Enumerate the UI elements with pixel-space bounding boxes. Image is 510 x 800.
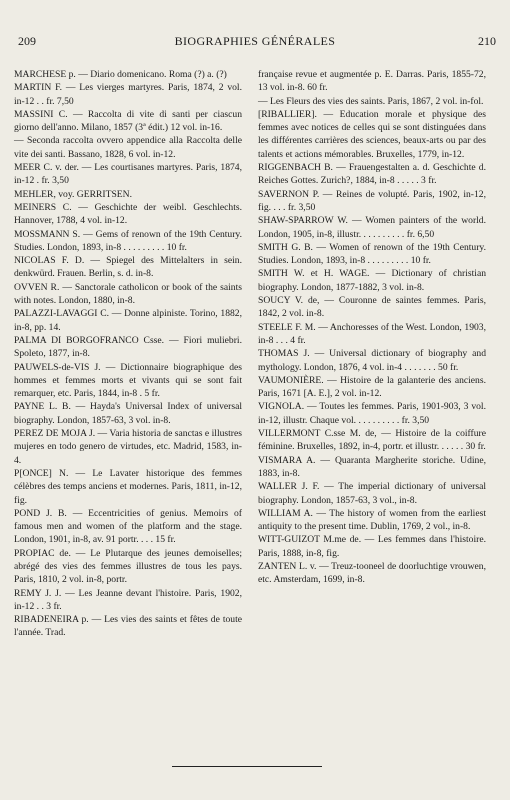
bibliography-entry: WALLER J. F. — The imperial dictionary of universal biography. London, 1857-63, 3 vol., in-8. [258, 481, 486, 506]
bibliography-entry: THOMAS J. — Universal dictionary of biography and mythology. London, 1876, 4 vol. in-4 . . . . . . . 50 fr. [258, 348, 486, 373]
bibliography-entry: MARCHESE p. — Diario domenicano. Roma (?) a. (?) [14, 69, 227, 80]
bibliography-entry: [RIBALLIER]. — Education morale et physique des femmes avec notices de celles qui se sont distinguées dans les différentes carrières des sciences, beaux-arts ou par des talents et actions mémorables. Bruxelles, 1779, in-12. [258, 108, 486, 160]
bibliography-entry: VIGNOLA. — Toutes les femmes. Paris, 1901-903, 3 vol. in-12, illustr. Chaque vol. . . . . . . . . . fr. 3,50 [258, 401, 486, 426]
bibliography-entry: RIGGENBACH B. — Frauengestalten a. d. Geschichte d. Reiches Gottes. Zurich?, 1884, in-8 . . . . . 3 fr. [258, 162, 486, 187]
bibliography-entry: PALMA DI BORGOFRANCO Csse. — Fiori muliebri. Spoleto, 1877, in-8. [14, 334, 242, 360]
bibliography-entry: SHAW-SPARROW W. — Women painters of the world. London, 1905, in-8, illustr. . . . . . . . . . fr. 6,50 [258, 215, 486, 240]
bibliography-entry: — Les Fleurs des vies des saints. Paris, 1867, 2 vol. in-fol. [258, 95, 484, 107]
bibliography-entry: — Seconda raccolta ovvero appendice alla Raccolta delle vite dei santi. Bassano, 1828, 6 vol. in-12. [14, 135, 242, 160]
bibliography-entry: SMITH W. et H. WAGE. — Dictionary of christian biography. London, 1877-1882, 3 vol. in-8. [258, 268, 486, 293]
left-page-number: 209 [18, 34, 36, 48]
bibliography-entry: VILLERMONT C.sse M. de, — Histoire de la coiffure féminine. Bruxelles, 1892, in-4, portr. et illustr. . . . . . 30 fr. [258, 428, 486, 453]
bibliography-entry: PALAZZI-LAVAGGI C. — Donne alpiniste. Torino, 1882, in-8, pp. 14. [14, 308, 242, 333]
end-rule [172, 766, 322, 767]
right-column [258, 68, 486, 587]
bibliography-entry: STEELE F. M. — Anchoresses of the West. London, 1903, in-8 . . . 4 fr. [258, 321, 486, 346]
bibliography-entry: MEHLER, voy. GERRITSEN. [14, 188, 132, 200]
bibliography-entry: REMY J. J. — Les Jeanne devant l'histoire. Paris, 1902, in-12 . . 3 fr. [14, 587, 242, 612]
bibliography-entry: PAYNE L. B. — Hayda's Universal Index of universal biography. London, 1857-63, 3 vol. in-8. [14, 401, 242, 426]
right-page-number: 210 [478, 34, 496, 48]
bibliography-entry: PEREZ DE MOJA J. — Varia historia de sanctas e illustres mujeres en todo genero de virtudes, etc. Madrid, 1583, in-4. [14, 428, 242, 466]
bibliography-entry: SAVERNON P. — Reines de volupté. Paris, 1902, in-12, fig. . . . fr. 3,50 [258, 188, 486, 213]
bibliography-entry: SOUCY V. de, — Couronne de saintes femmes. Paris, 1842, 2 vol. in-8. [258, 295, 486, 320]
bibliography-entry: MASSINI C. — Raccolta di vite di santi per ciascun giorno dell'anno. Milano, 1857 (3ª édit.) 12 vol. in-16. [14, 108, 242, 134]
bibliography-entry: PROPIAC de. — Le Plutarque des jeunes demoiselles; abrégé des vies des femmes illustres de tous les pays. Paris, 1810, 2 vol. in-8, portr. [14, 547, 242, 586]
bibliography-entry: VISMARA A. — Quaranta Margherite storiche. Udine, 1883, in-8. [258, 454, 486, 479]
page-header [14, 34, 496, 52]
bibliography-entry: ZANTEN L. v. — Treuz-tooneel de doorluchtige vrouwen, etc. Amsterdam, 1699, in-8. [258, 560, 486, 586]
bibliography-entry: VAUMONIÈRE. — Histoire de la galanterie des anciens. Paris, 1671 [A. E.], 2 vol. in-12. [258, 374, 486, 400]
bibliography-entry: POND J. B. — Eccentricities of genius. Memoirs of famous men and women of the platform and the stage. London, 1901, in-8, av. 91 portr. . . . 15 fr. [14, 507, 242, 546]
bibliography-entry: MEER C. v. der. — Les courtisanes martyres. Paris, 1874, in-12 . fr. 3,50 [14, 162, 242, 187]
bibliography-entry: MEINERS C. — Geschichte der weibl. Geschlechts. Hannover, 1788, 4 vol. in-12. [14, 201, 242, 227]
left-column [14, 68, 242, 640]
running-title: BIOGRAPHIES GÉNÉRALES [174, 34, 336, 48]
bibliography-entry: PAUWELS-de-VIS J. — Dictionnaire biographique des hommes et femmes morts et vivants qui se sont fait remarquer, etc. Paris, 1844, in-8 . 5 fr. [14, 361, 242, 400]
bibliography-entry: P[ONCE] N. — Le Lavater historique des femmes célèbres des temps anciens et modernes. Paris, 1811, in-12, fig. [14, 467, 242, 506]
bibliography-entry: OVVEN R. — Sanctorale catholicon or book of the saints with notes. London, 1880, in-8. [14, 281, 242, 307]
bibliography-entry: SMITH G. B. — Women of renown of the 19th Century. Studies. London, 1893, in-8 . . . . . . . . . 10 fr. [258, 241, 486, 267]
bibliography-entry: MARTIN F. — Les vierges martyres. Paris, 1874, 2 vol. in-12 . . fr. 7,50 [14, 82, 242, 107]
bibliography-entry: MOSSMANN S. — Gems of renown of the 19th Century. Studies. London, 1893, in-8 . . . . . . . . . 10 fr. [14, 228, 242, 253]
bibliography-entry: WITT-GUIZOT M.me de. — Les femmes dans l'histoire. Paris, 1888, in-8, fig. [258, 534, 486, 559]
bibliography-entry: RIBADENEIRA p. — Les vies des saints et fêtes de toute l'année. Trad. [14, 614, 242, 639]
bibliography-entry: WILLIAM A. — The history of women from the earliest antiquity to the present time. Dublin, 1769, 2 vol., in-8. [258, 507, 486, 533]
bibliography-entry-continued: française revue et augmentée p. E. Darras. Paris, 1855-72, 13 vol. in-8. 60 fr. [258, 69, 486, 94]
bibliography-entry: NICOLAS F. D. — Spiegel des Mittelalters in sein. denkwürd. Frauen. Berlin, s. d. in-8. [14, 255, 242, 280]
